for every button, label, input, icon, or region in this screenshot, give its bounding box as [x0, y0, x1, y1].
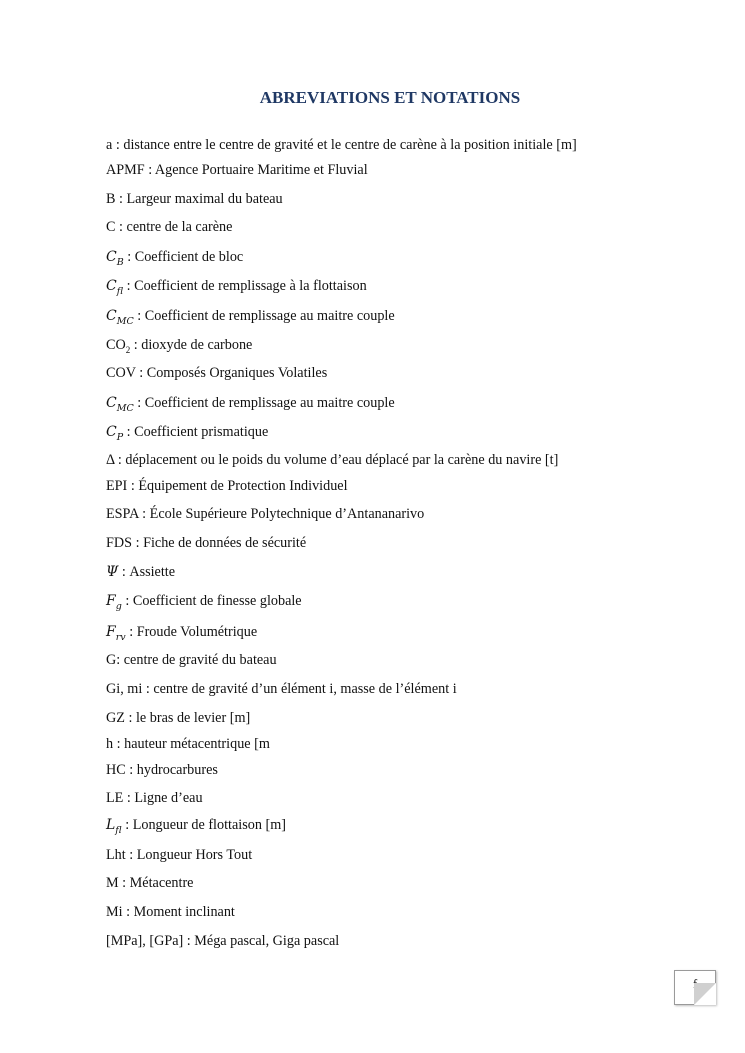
entry-h: h : hauteur métacentrique [m	[106, 736, 270, 752]
entry-psi: Ψ : Assiette	[106, 564, 176, 580]
page-curl-corner	[694, 983, 716, 1005]
entry-gi-mi: Gi, mi : centre de gravité d’un élément i, masse de l’élément i	[106, 681, 457, 697]
entry-mi: Mi : Moment inclinant	[106, 904, 235, 920]
entry-cov: COV : Composés Organiques Volatiles	[106, 365, 328, 381]
page-title: ABREVIATIONS ET NOTATIONS	[259, 88, 521, 107]
entry-co2: $CO_2$ : dioxyde de carbone	[106, 337, 253, 355]
entry-hc: HC : hydrocarbures	[106, 762, 218, 778]
entry-g: G: centre de gravité du bateau	[106, 652, 277, 668]
entry-delta: Δ : déplacement ou le poids du volume d’eau déplacé par la carène du navire [t]	[106, 452, 559, 468]
entry-a: a : distance entre le centre de gravité et le centre de carène à la position initiale [m]	[106, 137, 577, 153]
entry-cb: $C_B$ : Coefficient de bloc	[106, 249, 244, 268]
entry-cfl: $C_{fl}$ : Coefficient de remplissage à la flottaison	[106, 278, 367, 297]
entry-apmf: APMF : Agence Portuaire Maritime et Fluvial	[106, 162, 368, 178]
entry-mpa-gpa: [MPa], [GPa] : Méga pascal, Giga pascal	[106, 933, 340, 949]
entry-gz: GZ : le bras de levier [m]	[106, 710, 251, 726]
entry-espa: ESPA : École Supérieure Polytechnique d’Antananarivo	[106, 506, 425, 522]
entry-frv: $F_{rv}$ : Froude Volumétrique	[106, 624, 258, 643]
entry-lht: Lht : Longueur Hors Tout	[106, 847, 253, 863]
entry-fg: $F_g$ : Coefficient de finesse globale	[106, 593, 302, 612]
entry-m: M : Métacentre	[106, 875, 194, 891]
page-number: f	[692, 976, 698, 991]
entry-cmc-2: $C_{MC}$ : Coefficient de remplissage au maitre couple	[106, 395, 395, 414]
entry-b: B : Largeur maximal du bateau	[106, 191, 283, 207]
entry-epi: EPI : Équipement de Protection Individuel	[106, 478, 348, 494]
entry-cp: $C_P$ : Coefficient prismatique	[106, 424, 269, 443]
entry-cmc: $C_{MC}$ : Coefficient de remplissage au maitre couple	[106, 308, 395, 327]
page-number-badge	[674, 970, 716, 1005]
entry-le: LE : Ligne d’eau	[106, 790, 203, 806]
entry-c: C : centre de la carène	[106, 219, 233, 235]
entry-lfl: $L_{fl}$ : Longueur de flottaison [m]	[106, 817, 286, 836]
entry-fds: FDS : Fiche de données de sécurité	[106, 535, 307, 551]
